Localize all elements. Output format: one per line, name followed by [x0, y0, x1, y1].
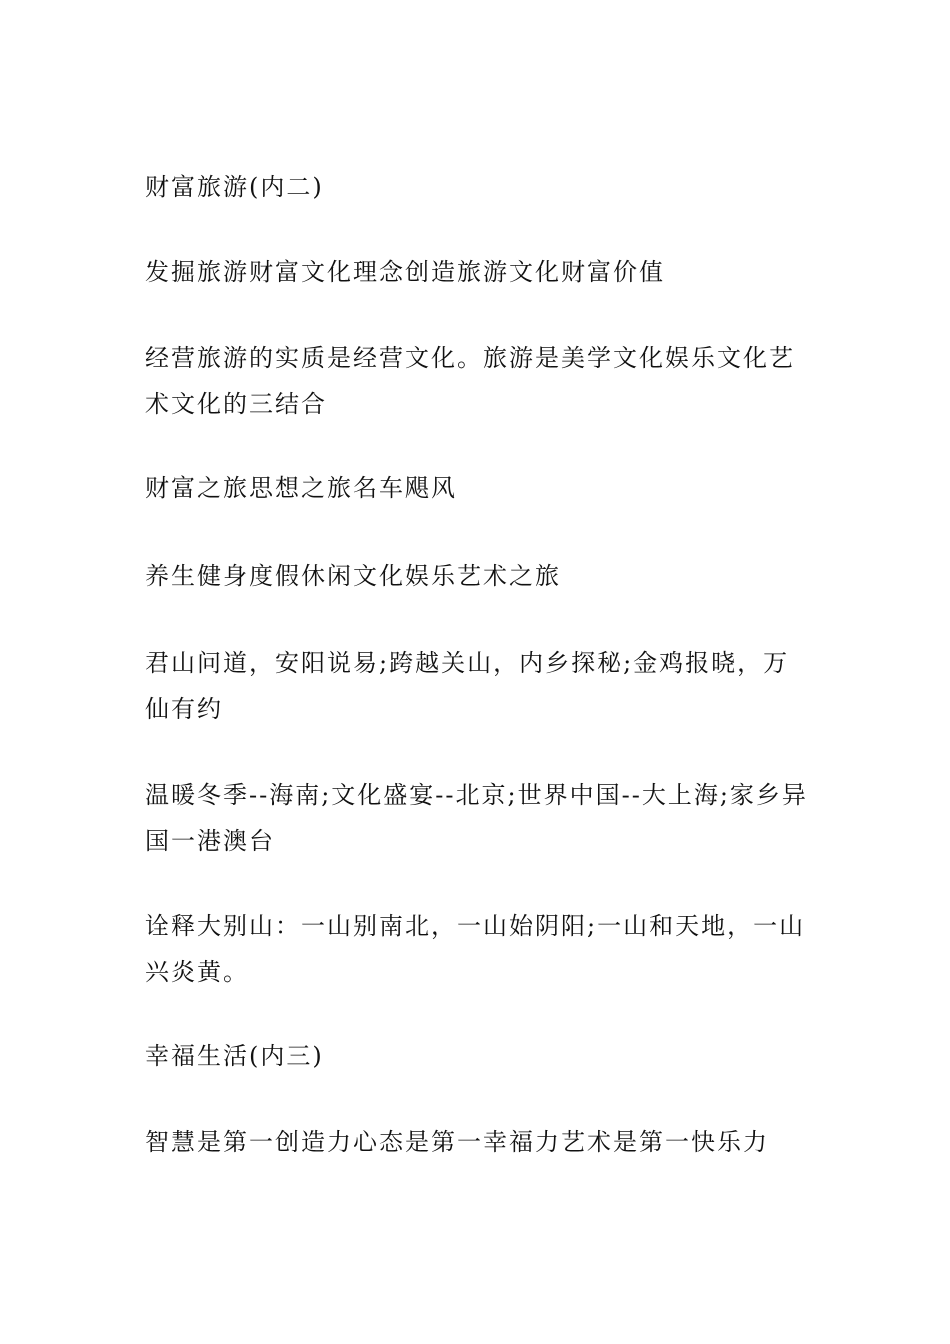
section-heading-happy-life: 幸福生活(内三): [145, 1042, 324, 1070]
paragraph-tourism-essence: 经营旅游的实质是经营文化。旅游是美学文化娱乐文化艺术文化的三结合: [145, 344, 795, 418]
paragraph-local-destinations: 君山问道，安阳说易;跨越关山，内乡探秘;金鸡报晓，万仙有约: [145, 649, 790, 723]
paragraph-wisdom-creativity: 智慧是第一创造力心态是第一幸福力艺术是第一快乐力: [145, 1128, 769, 1156]
paragraph-national-destinations: 温暖冬季--海南;文化盛宴--北京;世界中国--大上海;家乡异国一港澳台: [145, 781, 808, 855]
paragraph-health-leisure-journey: 养生健身度假休闲文化娱乐艺术之旅: [145, 562, 561, 590]
paragraph-tourism-culture-value: 发掘旅游财富文化理念创造旅游文化财富价值: [145, 258, 665, 286]
paragraph-wealth-journey: 财富之旅思想之旅名车飓风: [145, 474, 457, 502]
paragraph-dabie-mountain: 诠释大别山：一山别南北，一山始阴阳;一山和天地，一山兴炎黄。: [145, 912, 806, 986]
section-heading-wealth-tourism: 财富旅游(内二): [145, 173, 324, 201]
